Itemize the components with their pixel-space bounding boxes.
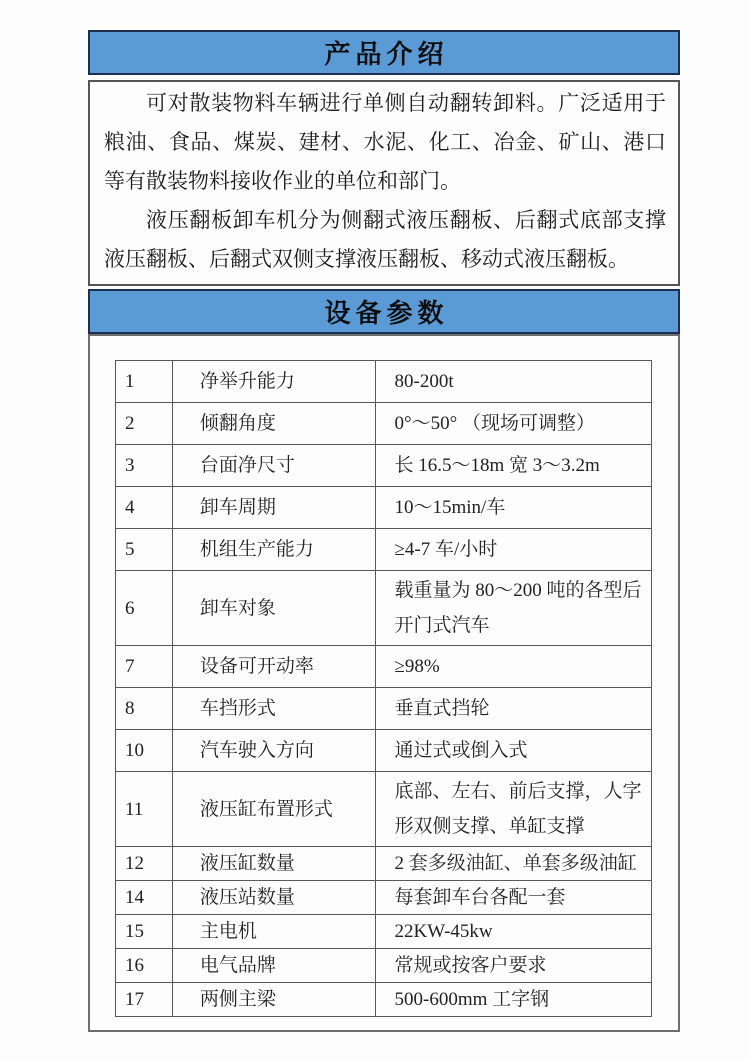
param-cell-value: 500-600mm 工字钢 [375,983,652,1017]
table-row [116,881,652,915]
param-cell-value: ≥98% [375,646,652,688]
param-cell-name: 净举升能力 [172,361,375,403]
param-cell-no: 2 [116,403,173,445]
table-row [116,949,652,983]
table-row [116,529,652,571]
table-row [116,730,652,772]
param-cell-no: 12 [116,847,173,881]
equipment-params-block [88,334,680,1032]
param-cell-value: 2 套多级油缸、单套多级油缸 [375,847,652,881]
table-row [116,445,652,487]
param-cell-value: 80-200t [375,361,652,403]
table-row [116,983,652,1017]
param-cell-value: 22KW-45kw [375,915,652,949]
table-row [116,403,652,445]
param-cell-no: 7 [116,646,173,688]
param-cell-no: 16 [116,949,173,983]
param-cell-no: 8 [116,688,173,730]
table-row [116,361,652,403]
param-cell-value: 长 16.5～18m 宽 3～3.2m [375,445,652,487]
section-header-equipment-params [88,289,680,334]
param-cell-no: 6 [116,571,173,646]
section-header-product-intro [88,30,680,75]
param-cell-name: 设备可开动率 [172,646,375,688]
table-row [116,772,652,847]
param-cell-no: 17 [116,983,173,1017]
param-table [115,360,652,1017]
param-cell-name: 车挡形式 [172,688,375,730]
document-content [88,30,680,1032]
section-header-product-intro-label: 产品介绍 [324,40,449,69]
param-cell-name: 液压缸数量 [172,847,375,881]
param-cell-value: 载重量为 80～200 吨的各型后开门式汽车 [375,571,652,646]
intro-paragraph-1: 可对散装物料车辆进行单侧自动翻转卸料。广泛适用于粮油、食品、煤炭、建材、水泥、化工、冶金、矿山、港口等有散装物料接收作业的单位和部门。 [104,91,666,193]
param-cell-name: 卸车对象 [172,571,375,646]
param-cell-value: ≥4-7 车/小时 [375,529,652,571]
param-cell-no: 10 [116,730,173,772]
param-cell-no: 3 [116,445,173,487]
param-cell-no: 5 [116,529,173,571]
table-row [116,571,652,646]
param-cell-name: 汽车驶入方向 [172,730,375,772]
param-cell-no: 15 [116,915,173,949]
param-cell-no: 11 [116,772,173,847]
param-cell-name: 倾翻角度 [172,403,375,445]
param-cell-value: 0°～50° （现场可调整） [375,403,652,445]
param-cell-name: 两侧主梁 [172,983,375,1017]
table-row [116,646,652,688]
param-cell-value: 常规或按客户要求 [375,949,652,983]
param-cell-value: 10～15min/车 [375,487,652,529]
param-cell-name: 电气品牌 [172,949,375,983]
param-cell-name: 卸车周期 [172,487,375,529]
section-header-equipment-params-label: 设备参数 [324,299,449,328]
table-row [116,688,652,730]
param-cell-no: 14 [116,881,173,915]
param-table-body [116,361,652,1017]
table-row [116,487,652,529]
intro-paragraph-2: 液压翻板卸车机分为侧翻式液压翻板、后翻式底部支撑液压翻板、后翻式双侧支撑液压翻板、移动式液压翻板。 [104,208,666,271]
param-cell-name: 台面净尺寸 [172,445,375,487]
param-cell-value: 通过式或倒入式 [375,730,652,772]
param-cell-no: 1 [116,361,173,403]
param-cell-name: 机组生产能力 [172,529,375,571]
table-row [116,847,652,881]
param-cell-value: 垂直式挡轮 [375,688,652,730]
param-cell-name: 液压站数量 [172,881,375,915]
param-cell-value: 每套卸车台各配一套 [375,881,652,915]
param-cell-name: 主电机 [172,915,375,949]
param-cell-value: 底部、左右、前后支撑，人字形双侧支撑、单缸支撑 [375,772,652,847]
table-row [116,915,652,949]
param-cell-no: 4 [116,487,173,529]
param-cell-name: 液压缸布置形式 [172,772,375,847]
product-intro-block [88,80,680,286]
